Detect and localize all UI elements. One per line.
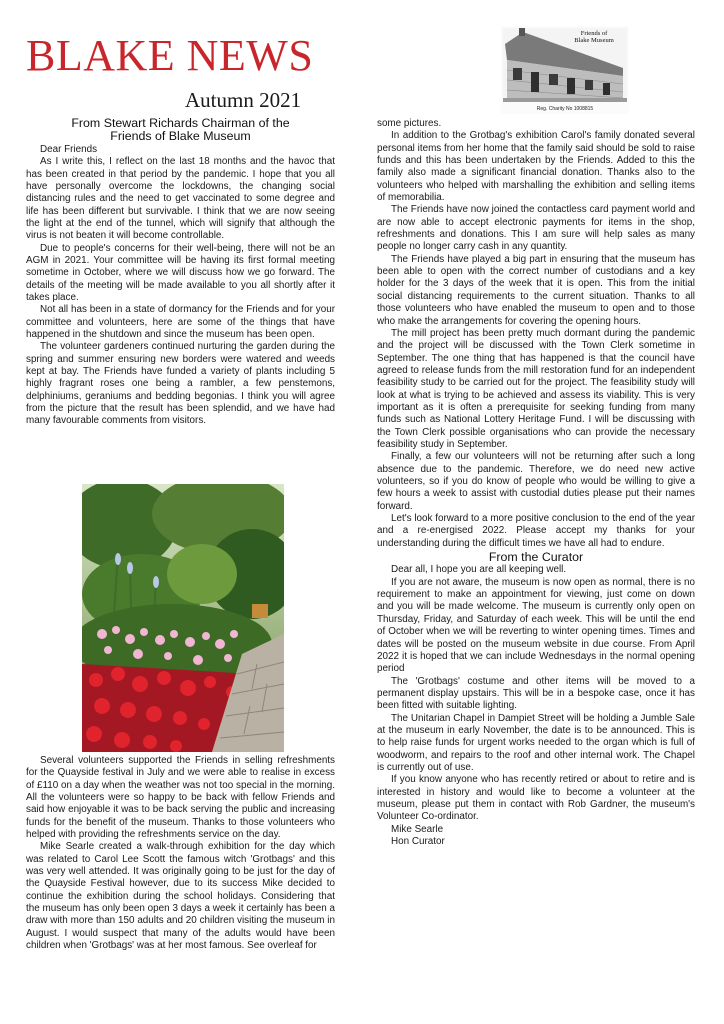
chairman-article-continued bbox=[26, 755, 335, 953]
chairman-paragraph: The Friends have now joined the contactless card payment world and are now able to accept electronic payments for items in the shop, refreshments and donations. This I am sure will help sales as many people no longer carry cash in any quantity. bbox=[377, 204, 695, 253]
chairman-paragraph: Due to people's concerns for their well-being, there will not be an AGM in 2021. Your committee will be having its first formal meeting sometime in October, where we will discuss how we go forward. The details of the meeting will be made available to you all shortly after it takes place. bbox=[26, 242, 335, 303]
chairman-paragraph: Mike Searle created a walk-through exhibition for the day which was related to Carol Lee Scott the famous witch 'Grotbags' and this was very well attended. It was originally going to be just for the day of the Quayside Festival however, due to its success Mike decided to continue the exhibition during the school holidays. Considering that the museum has only been open 3 days a week it certainly has been a draw with more than 150 adults and 20 children visiting the museum in August. I would suspect that many of the adults would have been children when 'Grotbags' was at her most famous. See overleaf for bbox=[26, 841, 335, 952]
curator-paragraph: If you are not aware, the museum is now open as normal, there is no requirement to make an appointment for viewing, just come on down and you will be made welcome. The museum is currently only open on Thursday, Friday, and Saturday of each week. This will be until the end of October when we will be reverting to winter opening times. Times and dates will be posted on the museum website in due course. From April 2022 it is hoped that we can include Wednesdays in the normal opening period bbox=[377, 576, 695, 675]
logo-line1: Friends of bbox=[580, 30, 608, 37]
chairman-article bbox=[26, 117, 335, 428]
logo-line2: Blake Museum bbox=[574, 37, 614, 44]
chairman-heading-line2: Friends of Blake Museum bbox=[110, 129, 251, 144]
curator-heading: From the Curator bbox=[488, 550, 584, 565]
right-column bbox=[377, 118, 695, 848]
chairman-paragraph: The Friends have played a big part in ensuring that the museum has been able to open with the correct number of custodians and a key holder for the 3 days of the week that it is open. This from the initial social distancing requirements to the current situation. Thanks to all those volunteers who have enabled the museum to open and to those who make the arrangements for covering the opening hours. bbox=[377, 253, 695, 327]
chairman-paragraph: Several volunteers supported the Friends in selling refreshments for the Quayside festival in July and we were able to realise in excess of £110 on a day when the weather was not too special in the morning. All the volunteers were so happy to be back with fellow Friends and said how enjoyable it was to be back serving the public and increasing funds for the benefit of the museum. Thanks to those volunteers who helped with providing the refreshments service on the day. bbox=[26, 755, 335, 841]
chairman-paragraph: The volunteer gardeners continued nurturing the garden during the spring and summer ensuring new borders were watered and weeds kept at bay. The Friends have funded a variety of plants including 5 highly fragrant roses one being a rambler, a few penstemons, delphiniums, geraniums and bedding begonias. I think you will agree from the picture that the result has been splendid, and we have had many favourable comments from visitors. bbox=[26, 341, 335, 427]
chairman-paragraph-continued: some pictures. bbox=[377, 118, 442, 129]
museum-logo bbox=[501, 26, 629, 114]
chairman-paragraph: In addition to the Grotbag's exhibition Carol's family donated several personal items from her home that the family said should be sold to raise funds and this has been undertaken by the Friends. Added to this the family also made a significant financial donation. Thanks also to the volunteers who helped with marshalling the exhibition and selling items of memorabilia. bbox=[377, 130, 695, 204]
curator-signature-title: Hon Curator bbox=[391, 836, 445, 847]
chairman-paragraph: Not all has been in a state of dormancy for the Friends and for your committee and volunteers, here are some of the things that have happened in the shutdown and since the museum has been open. bbox=[26, 304, 335, 340]
curator-paragraph: The 'Grotbags' costume and other items will be moved to a permanent display upstairs. This will be in a bespoke case, once it has been fitted with suitable lighting. bbox=[377, 675, 695, 712]
curator-signature-name: Mike Searle bbox=[391, 823, 444, 835]
curator-paragraph: If you know anyone who has recently retired or about to retire and is interested in history and would like to become a volunteer at the museum, please put them in contact with Rob Gardner, the museum's Volunteer Co-ordinator. bbox=[377, 774, 695, 823]
chairman-heading-line1: From Stewart Richards Chairman of the bbox=[71, 116, 290, 130]
chairman-heading bbox=[26, 117, 335, 144]
curator-paragraph: Dear all, I hope you are all keeping well. bbox=[391, 564, 567, 576]
curator-paragraph: The Unitarian Chapel in Dampiet Street will be holding a Jumble Sale at the museum in early November, the date is to be announced. This is to help raise funds for urgent works needed to the organ which is full of woodworm, and repairs to the roof and other internal work. The Chapel is currently out of use. bbox=[377, 712, 695, 773]
chairman-paragraph: The mill project has been pretty much dormant during the pandemic and the project will be discussed with the Town Clerk sometime in September. The one thing that has happened is that the council have agreed to release funds from the mill restoration fund for an independent feasibility study to be carried out for the project. The feasibility study will look at what is trying to be achieved and assess its viability. This is very important as it is often a prerequisite for seeking funding from many funds such as National Lottery Heritage Fund. I will be discussing with the Town Clerk possible organisations who can provide the necessary feasibility study in September. bbox=[377, 327, 695, 450]
edition-label: Autumn 2021 bbox=[185, 88, 302, 112]
logo-charity: Reg. Charity No 1008815 bbox=[536, 106, 594, 112]
masthead-title: BLAKE NEWS bbox=[26, 31, 314, 80]
chairman-paragraph: Finally, a few our volunteers will not be returning after such a long absence due to the pandemic. Therefore, we do need new active volunteers, so if you do know of people who would be willing to give a few hours a week to assist with custodial duties please put their names forward. bbox=[377, 451, 695, 512]
chairman-paragraph: Let's look forward to a more positive conclusion to the end of the year and a re-energised 2022. Please accept my thanks for your understanding during the difficult times we have all had to endure. bbox=[377, 513, 695, 549]
chairman-paragraph: As I write this, I reflect on the last 18 months and the havoc that has been created in that period by the pandemic. I hope that you all have personally overcome the lockdowns, the changing social distancing rules and the need to get vaccinated to some degree and life has been different but survivable. I think that we are now seeing the light at the end of the tunnel, which will signify that although the virus is not beaten it will become controllable. bbox=[26, 156, 335, 242]
garden-photo bbox=[82, 484, 284, 752]
chairman-salutation: Dear Friends bbox=[40, 143, 98, 155]
